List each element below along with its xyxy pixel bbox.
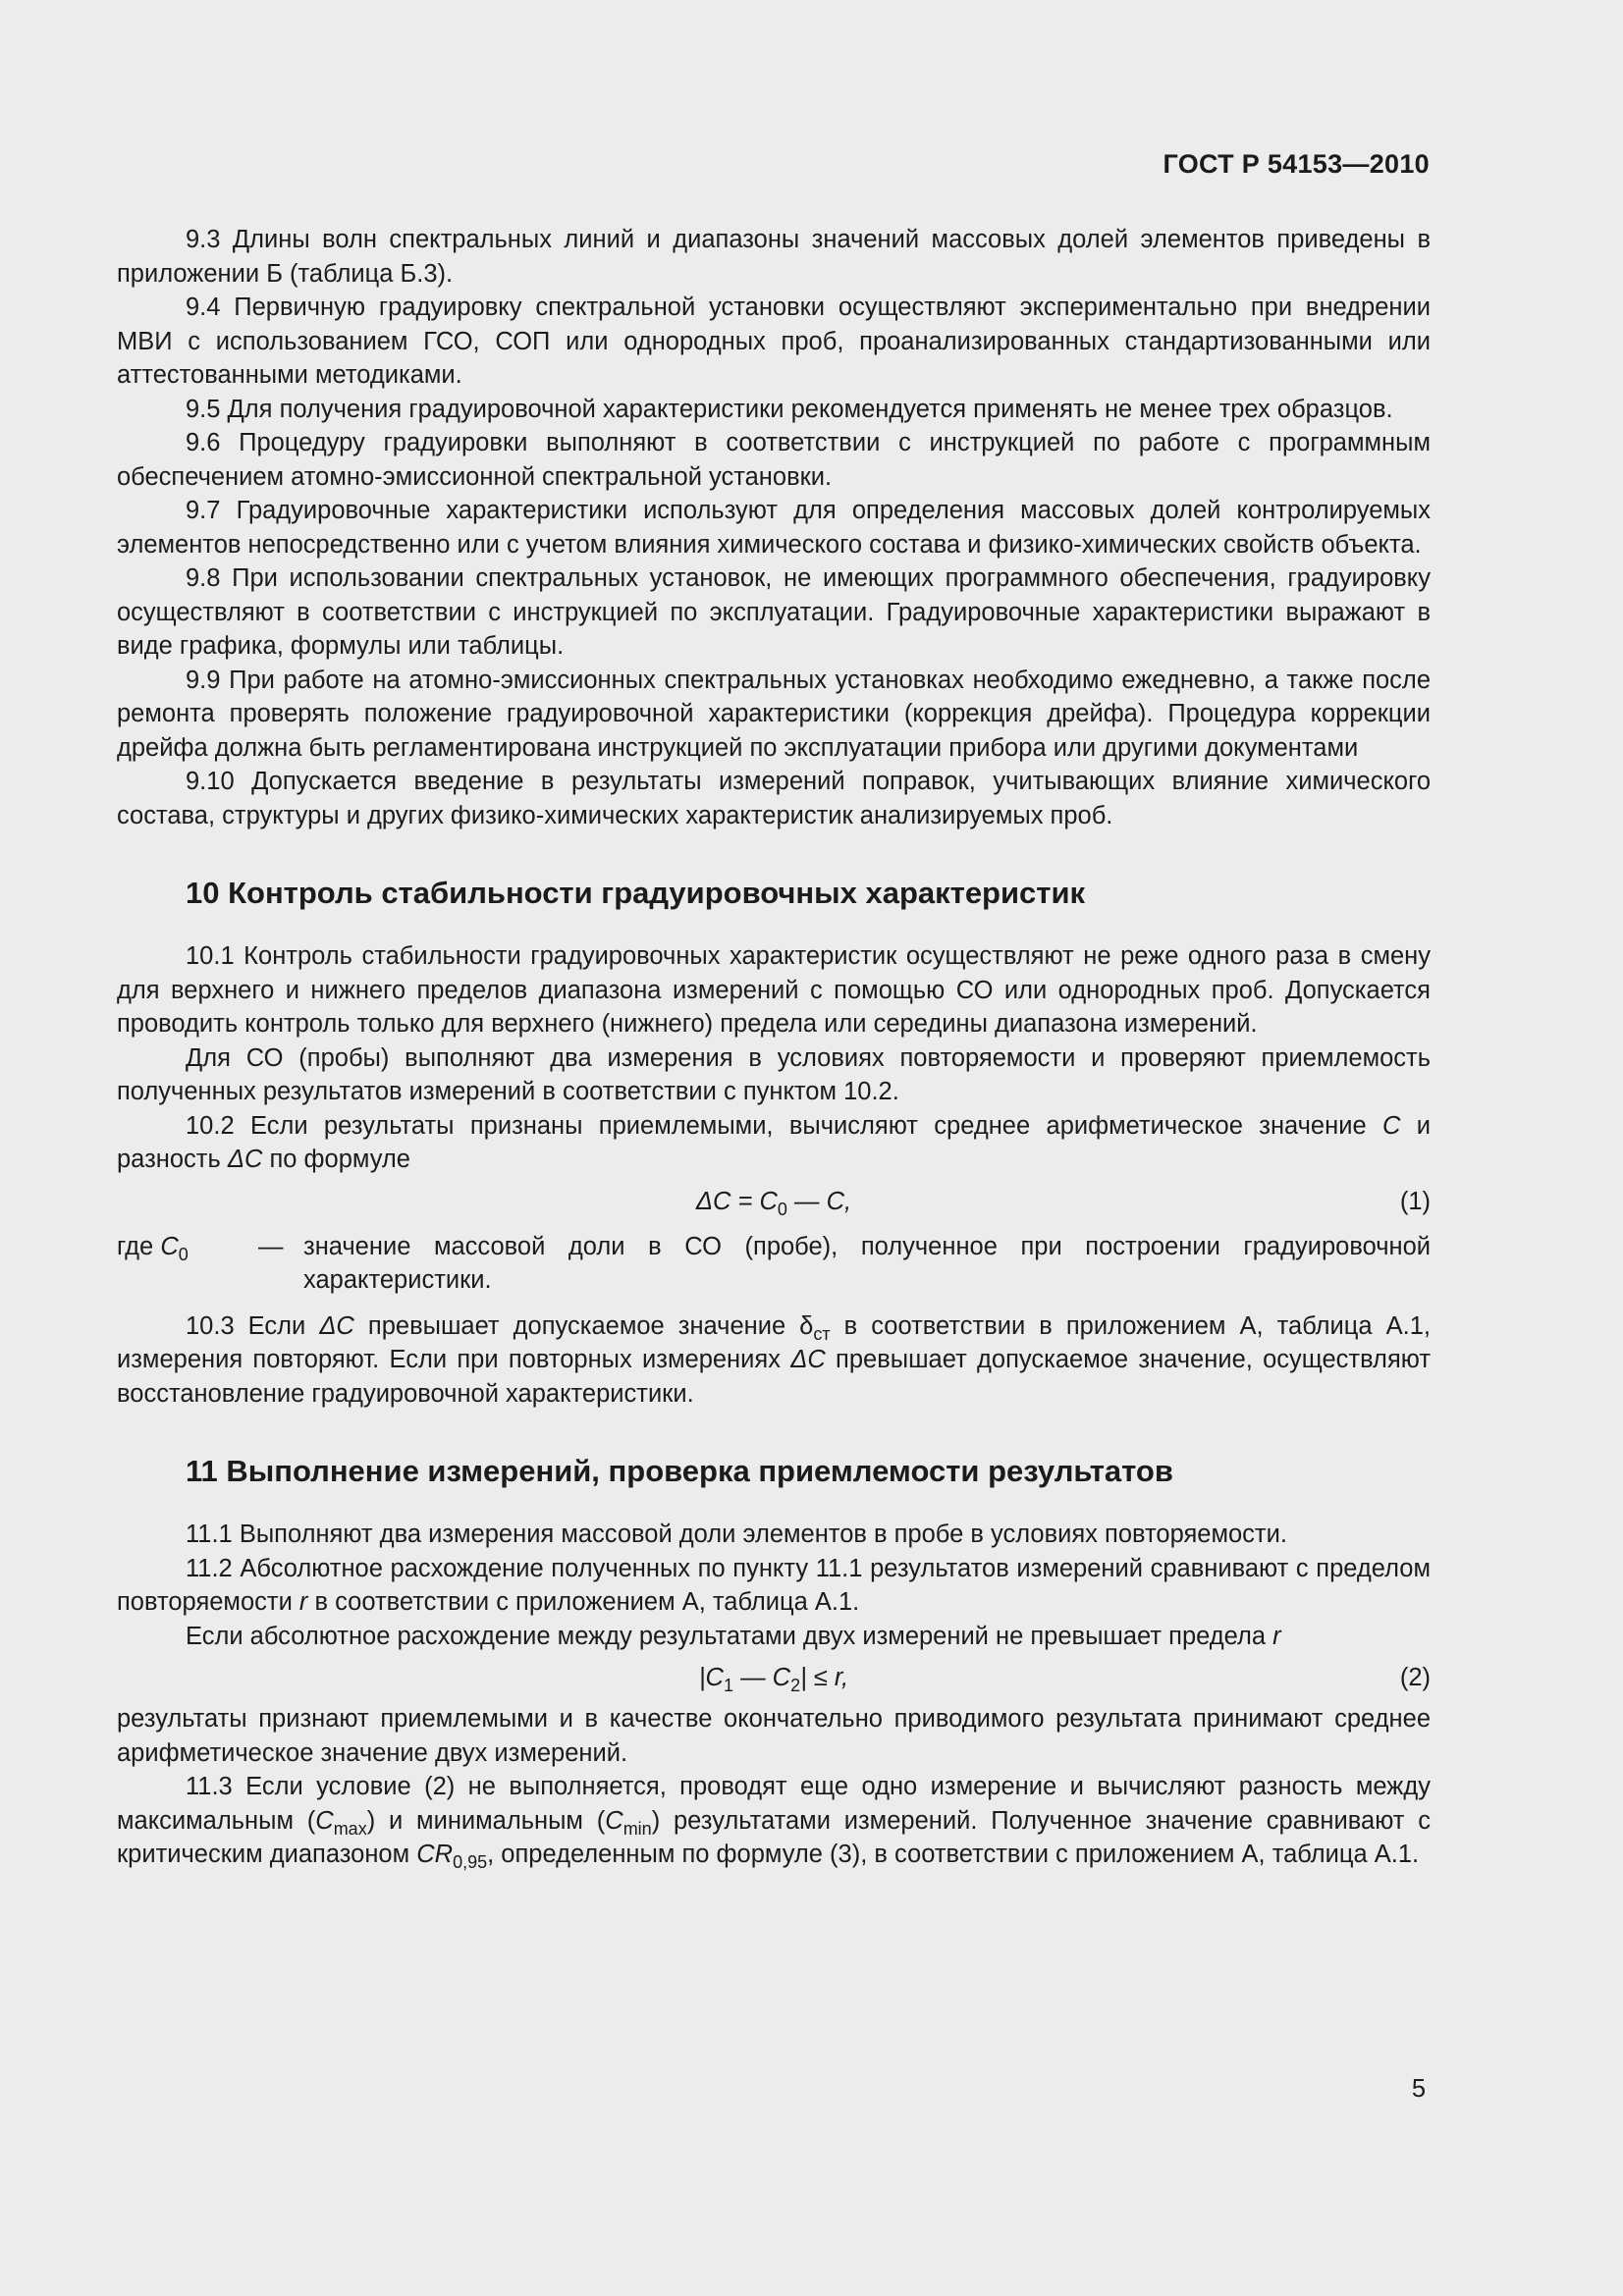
formula-2-open: |C xyxy=(698,1664,724,1691)
text-run: превышает допускаемое значение, осуществляют восстановление градуировочной характеристики. xyxy=(117,1346,1431,1408)
page-number: 5 xyxy=(1411,2075,1426,2103)
formula-1-lhs: ΔC = C xyxy=(695,1187,778,1215)
delta-st-sub: ст xyxy=(813,1323,831,1344)
variable-cr: CR xyxy=(416,1841,454,1868)
variable-c: C xyxy=(1381,1111,1401,1140)
cmin-sub: min xyxy=(622,1818,652,1839)
text-run: и разность xyxy=(117,1111,1431,1173)
paragraph-9-4: 9.4 Первичную градуировку спектральной установки осуществляют экспериментально при внедрении МВИ с использованием ГСО, СОП или однородных проб, проанализированных стандартизованными или аттестованными методиками. xyxy=(117,294,1431,389)
variable-cmax: C xyxy=(315,1806,334,1835)
text-run: в соответствии с приложением А, таблица А.1. xyxy=(307,1588,860,1616)
variable-delta-c: ΔC xyxy=(790,1346,826,1373)
text-run: 11.2 Абсолютное расхождение полученных по пункту 11.1 результатов измерений сравнивают с пределом повторяемости xyxy=(117,1554,1431,1616)
formula-2-sub1: 1 xyxy=(723,1676,733,1696)
formula-1-legend xyxy=(117,1230,1431,1298)
legend-description: значение массовой доли в СО (пробе), полученное при построении градуировочной характеристики. xyxy=(303,1232,1431,1294)
document-id-header: ГОСТ Р 54153—2010 xyxy=(1163,149,1430,179)
legend-term xyxy=(117,1230,258,1298)
text-run: 10.3 Если xyxy=(186,1311,320,1340)
paragraph-9-5: 9.5 Для получения градуировочной характеристики рекомендуется применять не менее трех образцов. xyxy=(186,395,1393,423)
formula-1 xyxy=(117,1177,1431,1226)
text-run: в соответствии в приложением А, таблица А.1, измерения повторяют. Если при повторных измерениях xyxy=(117,1311,1431,1373)
text-run: ) и минимальным ( xyxy=(366,1806,606,1835)
paragraph-9-9: 9.9 При работе на атомно-эмиссионных спектральных установках необходимо ежедневно, а также после ремонта проверять положение градуировочной характеристики (коррекция дрейфа). Процедура коррекции дрейфа должна быть регламентирована инструкцией по эксплуатации прибора или другими документами xyxy=(117,666,1431,762)
paragraph-10-2 xyxy=(117,1109,1431,1177)
cmax-sub: max xyxy=(333,1818,367,1839)
formula-2-number: (2) xyxy=(1399,1664,1431,1691)
text-run: Если абсолютное расхождение между результатами двух измерений не превышает предела xyxy=(186,1622,1273,1650)
paragraph-10-3 xyxy=(117,1309,1431,1412)
text-run: 11.3 Если условие (2) не выполняется, проводят еще одно измерение и вычисляют разность между максимальным ( xyxy=(117,1773,1431,1835)
variable-delta-c: ΔC xyxy=(319,1311,354,1340)
section-11-heading: 11 Выполнение измерений, проверка приемлемости результатов xyxy=(186,1454,1173,1488)
paragraph-9-7: 9.7 Градуировочные характеристики используют для определения массовых долей контролируемых элементов непосредственно или с учетом влияния химического состава и физико-химических свойств объекта. xyxy=(117,497,1431,559)
variable-r: r xyxy=(298,1588,308,1616)
paragraph-10-1-continued: Для СО (пробы) выполняют два измерения в условиях повторяемости и проверяют приемлемость полученных результатов измерений в соответствии с пунктом 10.2. xyxy=(117,1043,1431,1105)
formula-1-number: (1) xyxy=(1399,1187,1431,1215)
paragraph-11-2 xyxy=(117,1552,1431,1620)
paragraph-11-2-result: результаты признают приемлемыми и в качестве окончательно приводимого результата принимают среднее арифметическое значение двух измерений. xyxy=(117,1705,1431,1767)
paragraph-9-8: 9.8 При использовании спектральных установок, не имеющих программного обеспечения, градуировку осуществляют в соответствии с инструкцией по эксплуатации. Градуировочные характеристики выражают в виде графика, формулы или таблицы. xyxy=(117,564,1431,660)
paragraph-9-6: 9.6 Процедуру градуировки выполняют в соответствии с инструкцией по работе с программным обеспечением атомно-эмиссионной спектральной установки. xyxy=(117,429,1431,491)
text-run: ) результатами измерений. Полученное значение сравнивают с критическим диапазоном xyxy=(117,1806,1431,1868)
formula-1-expression xyxy=(117,1177,1431,1226)
paragraph-9-3: 9.3 Длины волн спектральных линий и диапазоны значений массовых долей элементов приведены в приложении Б (таблица Б.3). xyxy=(117,226,1431,288)
variable-r: r xyxy=(1272,1622,1281,1650)
formula-2-expression xyxy=(117,1653,1431,1702)
text-run: , определенным по формуле (3), в соответствии с приложением А, таблица А.1. xyxy=(487,1841,1420,1868)
formula-1-sub: 0 xyxy=(777,1199,787,1219)
paragraph-10-1: 10.1 Контроль стабильности градуировочных характеристик осуществляют не реже одного раза в смену для верхнего и нижнего пределов диапазона измерений с помощью СО или однородных проб. Допускается проводить контроль только для верхнего (нижнего) предела или середины диапазона измерений. xyxy=(117,942,1431,1038)
page-content xyxy=(117,223,1431,1872)
legend-var: C xyxy=(160,1232,179,1260)
paragraph-11-3 xyxy=(117,1770,1431,1872)
formula-1-rhs: — C, xyxy=(786,1187,852,1215)
cr-sub: 0,95 xyxy=(453,1852,488,1873)
text-run: 10.2 Если результаты признаны приемлемыми, вычисляют среднее арифметическое значение xyxy=(186,1111,1382,1140)
paragraph-11-2-condition xyxy=(117,1620,1431,1654)
text-run: превышает допускаемое значение δ xyxy=(353,1311,814,1340)
text-run: по формуле xyxy=(262,1146,410,1173)
formula-2-mid: — C xyxy=(732,1664,791,1691)
paragraph-9-10: 9.10 Допускается введение в результаты измерений поправок, учитывающих влияние химического состава, структуры и других физико-химических характеристик анализируемых проб. xyxy=(117,768,1431,829)
formula-2 xyxy=(117,1653,1431,1702)
formula-2-close: | ≤ r, xyxy=(800,1664,849,1691)
legend-var-sub: 0 xyxy=(178,1244,189,1264)
paragraph-11-1: 11.1 Выполняют два измерения массовой доли элементов в пробе в условиях повторяемости. xyxy=(186,1521,1287,1548)
legend-dash: — xyxy=(258,1232,284,1260)
legend-lead: где xyxy=(117,1232,161,1260)
variable-delta-c: ΔC xyxy=(227,1146,263,1173)
section-10-heading: 10 Контроль стабильности градуировочных характеристик xyxy=(186,876,1086,910)
variable-cmin: C xyxy=(605,1806,623,1835)
formula-2-sub2: 2 xyxy=(790,1676,801,1696)
